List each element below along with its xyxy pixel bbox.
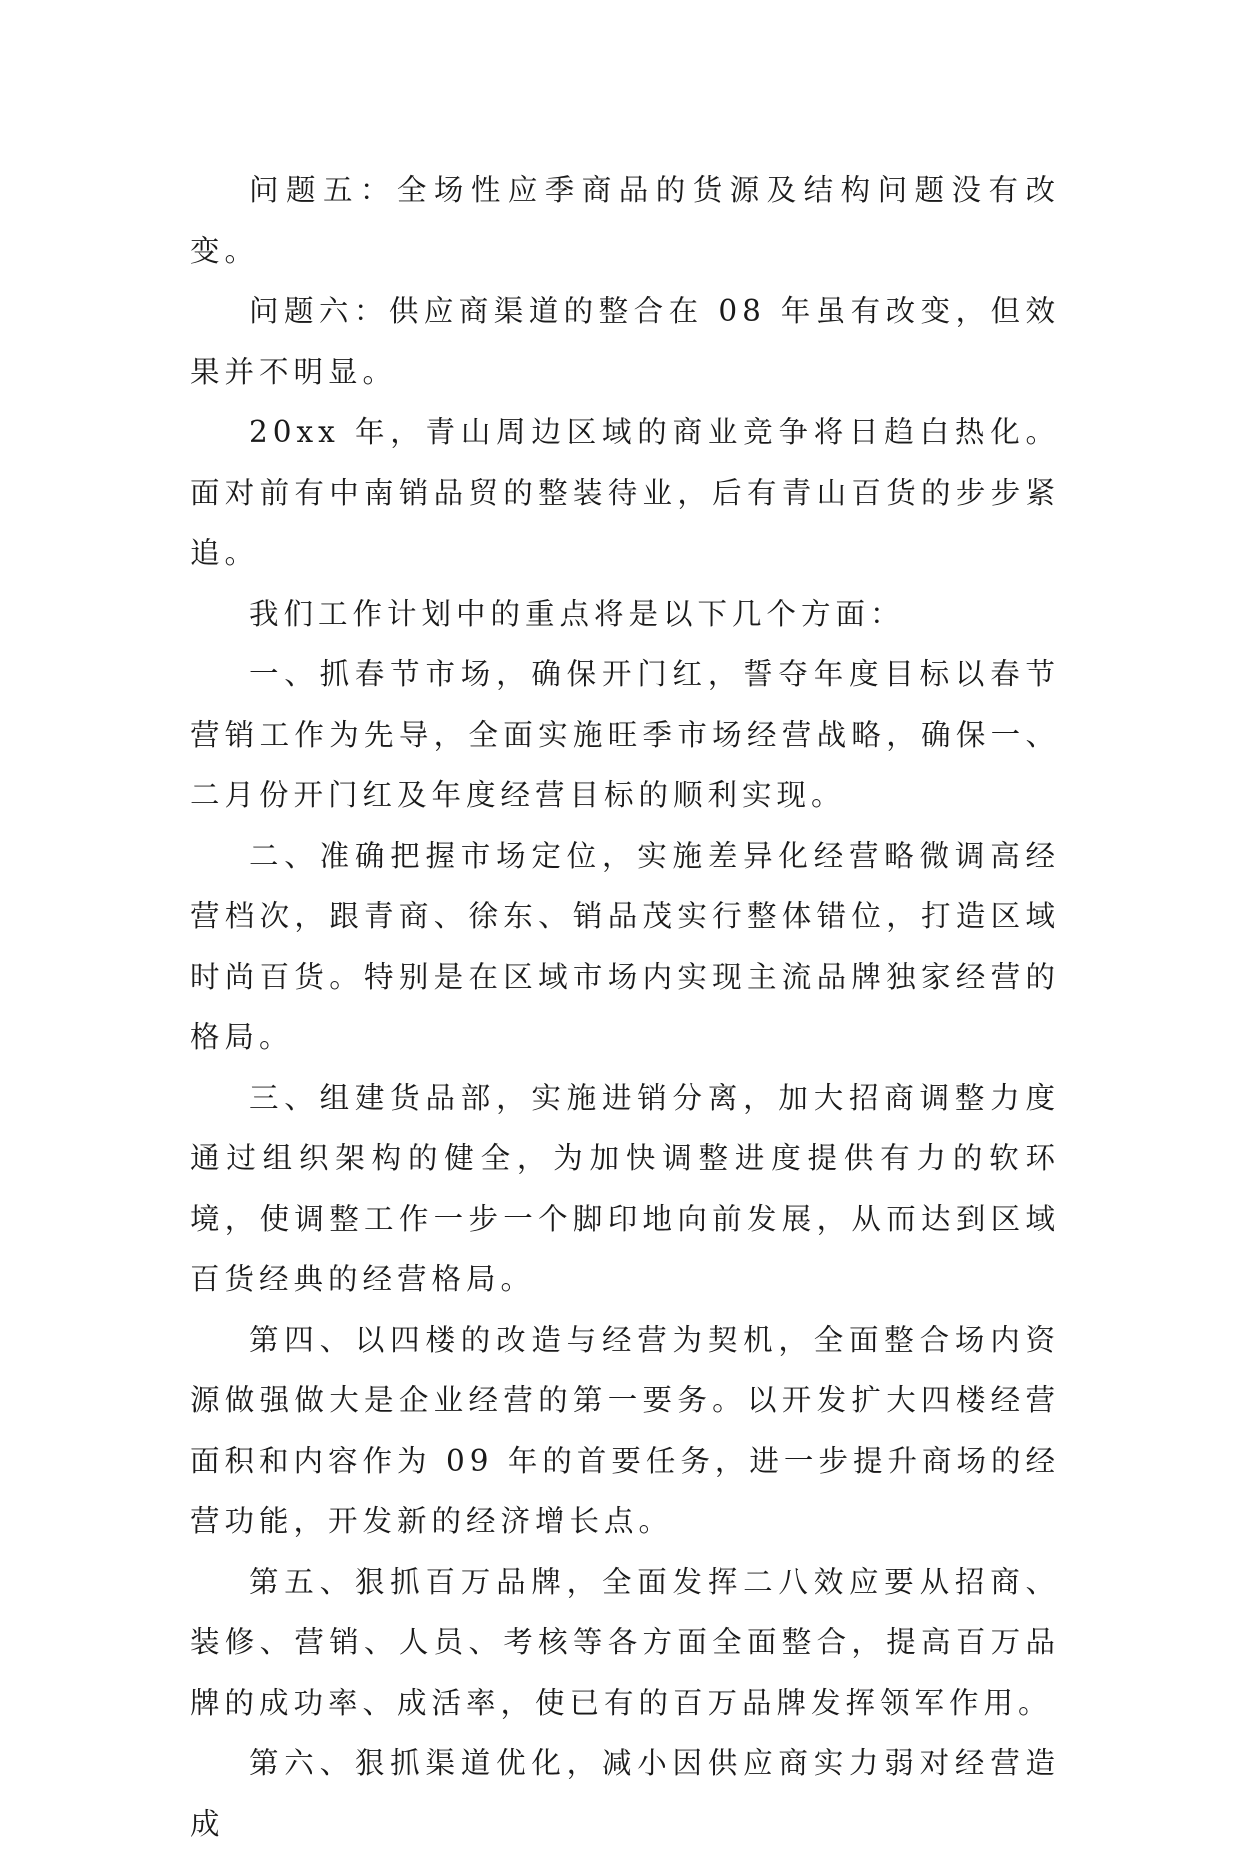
paragraph-problem-6: 问题六：供应商渠道的整合在 08 年虽有改变，但效果并不明显。 — [190, 294, 1060, 389]
paragraph-point-6: 第六、狠抓渠道优化，减小因供应商实力弱对经营造成 — [190, 1746, 1060, 1841]
paragraph-competition: 20xx 年，青山周边区域的商业竞争将日趋白热化。面对前有中南销品贸的整装待业，后有青山百货的步步紧追。 — [190, 415, 1060, 570]
paragraph-point-5: 第五、狠抓百万品牌，全面发挥二八效应要从招商、装修、营销、人员、考核等各方面全面整合，提高百万品牌的成功率、成活率，使已有的百万品牌发挥领军作用。 — [190, 1564, 1060, 1720]
paragraph-problem-5: 问题五：全场性应季商品的货源及结构问题没有改变。 — [190, 173, 1060, 268]
paragraph-point-2: 二、准确把握市场定位，实施差异化经营略微调高经营档次，跟青商、徐东、销品茂实行整体错位，打造区域时尚百货。特别是在区域市场内实现主流品牌独家经营的格局。 — [190, 838, 1060, 1054]
paragraph-plan-intro: 我们工作计划中的重点将是以下几个方面： — [249, 596, 905, 631]
paragraph-point-3: 三、组建货品部，实施进销分离，加大招商调整力度通过组织架构的健全，为加快调整进度提供有力的软环境，使调整工作一步一个脚印地向前发展，从而达到区域百货经典的经营格局。 — [190, 1080, 1060, 1296]
document-body — [190, 160, 1060, 1854]
paragraph-point-1: 一、抓春节市场，确保开门红，誓夺年度目标以春节营销工作为先导，全面实施旺季市场经营战略，确保一、二月份开门红及年度经营目标的顺利实现。 — [190, 657, 1060, 812]
paragraph-point-4: 第四、以四楼的改造与经营为契机，全面整合场内资源做强做大是企业经营的第一要务。以开发扩大四楼经营面积和内容作为 09 年的首要任务，进一步提升商场的经营功能，开发新的经济增长点。 — [190, 1322, 1060, 1538]
